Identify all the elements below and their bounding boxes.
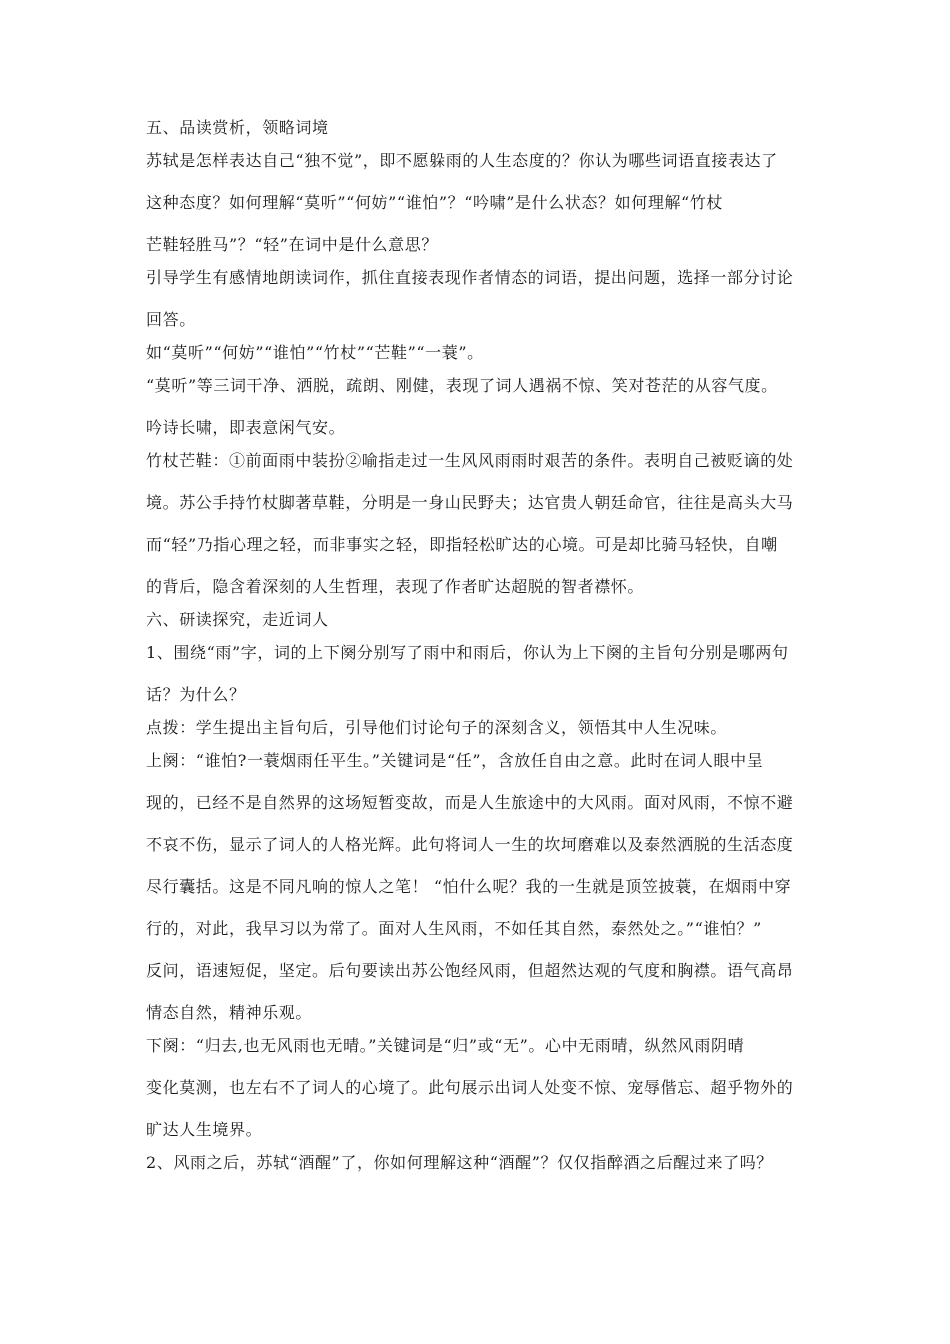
- paragraph-line: 的背后，隐含着深刻的人生哲理，表现了作者旷达超脱的智者襟怀。: [146, 577, 645, 596]
- paragraph-line: 回答。: [146, 310, 196, 329]
- paragraph-line: 点拨：学生提出主旨句后，引导他们讨论句子的深刻含义，领悟其中人生况味。: [146, 718, 728, 737]
- paragraph-line: 竹杖芒鞋：①前面雨中装扮②喻指走过一生风风雨雨时艰苦的条件。表明自己被贬谪的处: [146, 451, 794, 470]
- paragraph-line: 反问，语速短促，坚定。后句要读出苏公饱经风雨，但超然达观的气度和胸襟。语气高昂: [146, 961, 794, 980]
- paragraph-line: 下阕：“归去,也无风雨也无晴。”关键词是“归”或“无”。心中无雨晴，纵然风雨阴晴: [146, 1036, 745, 1055]
- paragraph-line: 如“莫听”“何妨”“谁怕”“竹杖”“芒鞋”“一蓑”。: [146, 343, 484, 362]
- paragraph-line: 现的，已经不是自然界的这场短暂变故，而是人生旅途中的大风雨。面对风雨，不惊不避: [146, 793, 794, 812]
- paragraph-line: “莫听”等三词干净、洒脱，疏朗、刚健，表现了词人遇祸不惊、笑对苍茫的从容气度。: [146, 376, 778, 395]
- document-body: [146, 118, 808, 1173]
- paragraph-line: 苏轼是怎样表达自己“独不觉”，即不愿躲雨的人生态度的？你认为哪些词语直接表达了: [146, 151, 778, 170]
- paragraph-line: 吟诗长啸，即表意闲气安。: [146, 418, 346, 437]
- paragraph-line: 这种态度？如何理解“莫听”“何妨”“谁怕”？“吟啸”是什么状态？如何理解“竹杖: [146, 193, 724, 212]
- paragraph-line: 不哀不伤，显示了词人的人格光辉。此句将词人一生的坎坷磨难以及泰然洒脱的生活态度: [146, 835, 794, 854]
- paragraph-line: 上阕：“谁怕?一蓑烟雨任平生。”关键词是“任”，含放任自由之意。此时在词人眼中呈: [146, 751, 764, 770]
- paragraph-line: 境。苏公手持竹杖脚著草鞋，分明是一身山民野夫；达官贵人朝廷命官，往往是高头大马: [146, 493, 794, 512]
- section-heading-6: 六、研读探究，走近词人: [146, 610, 329, 629]
- paragraph-line: 尽行囊括。这是不同凡响的惊人之笔！ “怕什么呢？我的一生就是顶笠披蓑，在烟雨中穿: [146, 877, 792, 896]
- paragraph-line: 而“轻”乃指心理之轻，而非事实之轻，即指轻松旷达的心境。可是却比骑马轻快，自嘲: [146, 535, 778, 554]
- paragraph-line: 旷达人生境界。: [146, 1120, 263, 1139]
- paragraph-line: 芒鞋轻胜马”？“轻”在词中是什么意思？: [146, 235, 438, 254]
- question-line: 1、围绕“雨”字，词的上下阕分别写了雨中和雨后，你认为上下阕的主旨句分别是哪两句: [146, 643, 789, 662]
- question-line: 2、风雨之后，苏轼“酒醒”了，你如何理解这种“酒醒”？仅仅指醉酒之后醒过来了吗？: [146, 1153, 773, 1172]
- paragraph-line: 变化莫测，也左右不了词人的心境了。此句展示出词人处变不惊、宠辱偕忘、超乎物外的: [146, 1078, 794, 1097]
- paragraph-line: 行的，对此，我早习以为常了。面对人生风雨，不如任其自然，泰然处之。”“谁怕？”: [146, 919, 762, 938]
- question-line: 话？为什么？: [146, 685, 246, 704]
- section-heading-5: 五、品读赏析，领略词境: [146, 118, 329, 137]
- paragraph-line: 引导学生有感情地朗读词作，抓住直接表现作者情态的词语，提出问题，选择一部分讨论: [146, 268, 794, 287]
- paragraph-line: 情态自然，精神乐观。: [146, 1003, 313, 1022]
